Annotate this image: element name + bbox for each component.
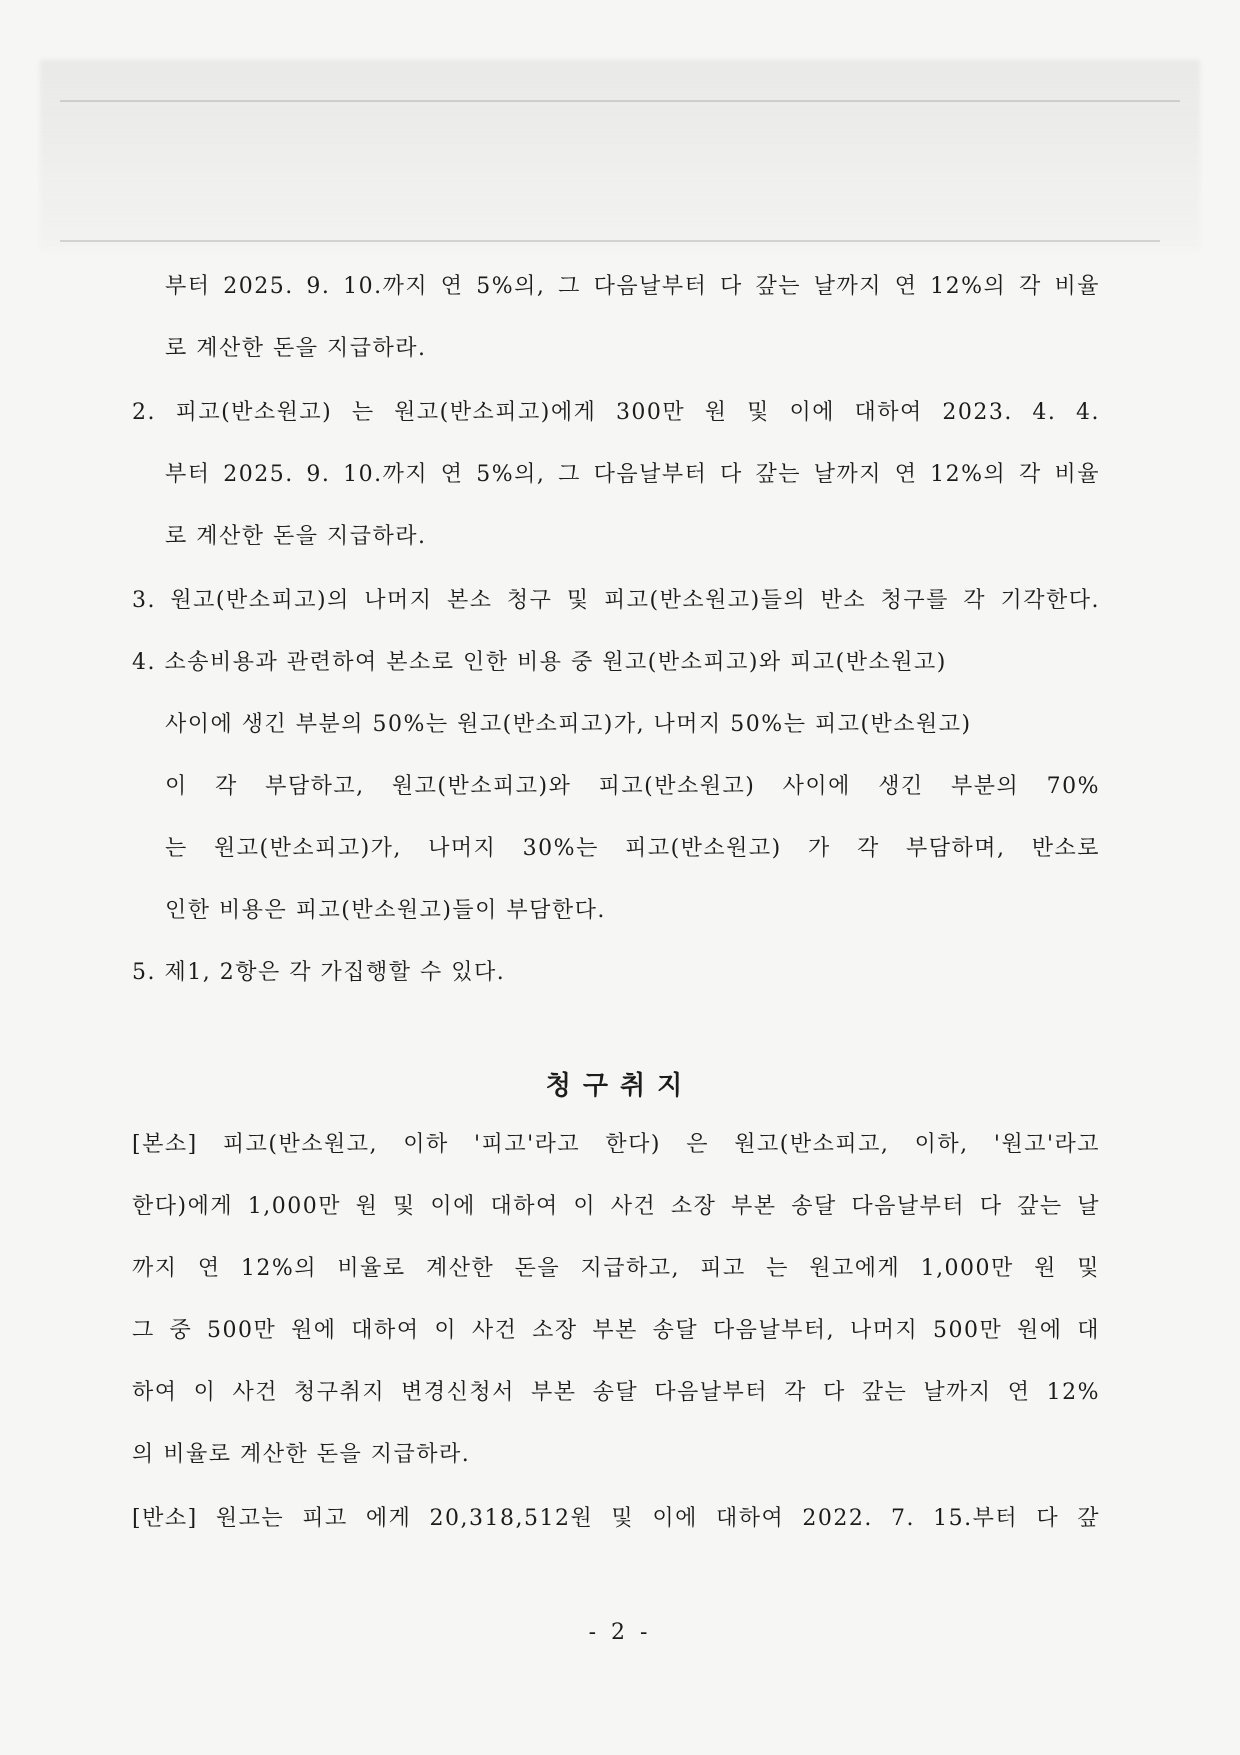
text-line-15: 까지 연 12%의 비율로 계산한 돈을 지급하고, 피고 는 원고에게 1,000만 원 및 xyxy=(132,1256,1100,1281)
scan-header-bleed xyxy=(40,60,1200,250)
text-line-11: 인한 비용은 피고(반소원고)들이 부담한다. xyxy=(165,898,606,923)
text-line-2: 로 계산한 돈을 지급하라. xyxy=(165,336,427,361)
text-line-4: 부터 2025. 9. 10.까지 연 5%의, 그 다음날부터 다 갚는 날까지 연 12%의 각 비율 xyxy=(165,462,1100,487)
page-number: - 2 - xyxy=(588,1620,652,1645)
text-line-18: 의 비율로 계산한 돈을 지급하라. xyxy=(132,1442,471,1467)
text-line-17: 하여 이 사건 청구취지 변경신청서 부본 송달 다음날부터 각 다 갚는 날까지 연 12% xyxy=(132,1380,1100,1405)
text-line-10: 는 원고(반소피고)가, 나머지 30%는 피고(반소원고) 가 각 부담하며, 반소로 xyxy=(165,836,1100,861)
text-line-6: 3. 원고(반소피고)의 나머지 본소 청구 및 피고(반소원고)들의 반소 청구를 각 기각한다. xyxy=(132,588,1100,613)
scan-artifact-line xyxy=(60,240,1160,242)
text-line-14: 한다)에게 1,000만 원 및 이에 대하여 이 사건 소장 부본 송달 다음날부터 다 갚는 날 xyxy=(132,1194,1100,1219)
text-line-5: 로 계산한 돈을 지급하라. xyxy=(165,524,427,549)
text-line-8: 사이에 생긴 부분의 50%는 원고(반소피고)가, 나머지 50%는 피고(반소원고) xyxy=(165,712,972,737)
text-line-16: 그 중 500만 원에 대하여 이 사건 소장 부본 송달 다음날부터, 나머지 500만 원에 대 xyxy=(132,1318,1100,1343)
text-line-13: [본소] 피고(반소원고, 이하 '피고'라고 한다) 은 원고(반소피고, 이하, '원고'라고 xyxy=(132,1132,1100,1157)
text-line-12: 5. 제1, 2항은 각 가집행할 수 있다. xyxy=(132,960,506,985)
section-title: 청구취지 xyxy=(545,1071,695,1101)
scan-artifact-line xyxy=(60,100,1180,102)
text-line-3: 2. 피고(반소원고) 는 원고(반소피고)에게 300만 원 및 이에 대하여 2023. 4. 4. xyxy=(132,400,1100,425)
text-line-1: 부터 2025. 9. 10.까지 연 5%의, 그 다음날부터 다 갚는 날까지 연 12%의 각 비율 xyxy=(165,274,1100,299)
text-line-7: 4. 소송비용과 관련하여 본소로 인한 비용 중 원고(반소피고)와 피고(반소원고) xyxy=(132,650,947,675)
text-line-9: 이 각 부담하고, 원고(반소피고)와 피고(반소원고) 사이에 생긴 부분의 70% xyxy=(165,774,1100,799)
text-line-19: [반소] 원고는 피고 에게 20,318,512원 및 이에 대하여 2022. 7. 15.부터 다 갚 xyxy=(132,1506,1100,1531)
